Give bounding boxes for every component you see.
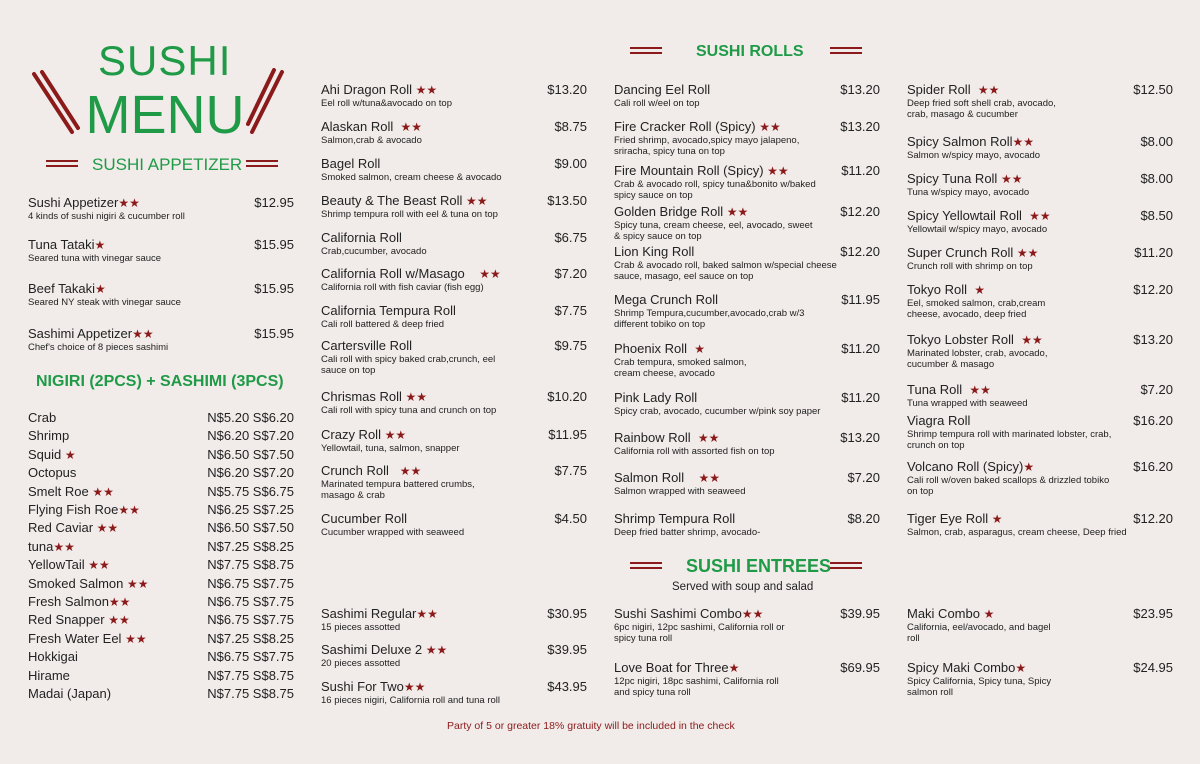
menu-item [614,511,880,538]
item-name: Hokkigai [28,649,78,665]
item-name: Red Caviar [28,520,94,536]
item-price: N$6.75 S$7.75 [207,649,294,665]
list-item [28,649,294,665]
menu-item [321,679,587,706]
rolls-column-1 [321,82,587,552]
item-desc: Marinated lobster, crab, avocado, cucumber & masago [907,348,1048,370]
star-icon: ★★ [726,205,749,219]
item-desc: 16 pieces nigiri, California roll and tuna roll [321,695,501,706]
item-price: N$6.25 S$7.25 [207,502,294,517]
item-desc: Fried shrimp, avocado,spicy mayo jalapeno, sriracha, spicy tuna on top [614,135,800,157]
item-name: Cucumber Roll [321,511,407,526]
chopsticks-left-icon [30,70,80,136]
item-name: Fresh Salmon [28,594,109,609]
item-price: $6.75 [554,230,587,245]
item-name: Crab [28,410,57,425]
item-price: $39.95 [840,606,880,621]
entrees-column-3 [907,606,1173,706]
item-price: $43.95 [547,679,587,694]
item-name: Tokyo Lobster Roll [907,332,1014,347]
item-price: $10.20 [547,389,587,404]
item-price: $7.20 [554,266,587,281]
item-name: Pink Lady Roll [614,390,698,405]
item-price: $8.75 [554,119,587,134]
chopsticks-right-icon [246,68,286,136]
nigiri-list [28,410,294,710]
item-name: Beauty & The Beast Roll [321,193,463,208]
menu-item [907,413,1173,451]
item-price: $9.00 [554,156,587,171]
item-desc: Spicy California, Spicy tuna, Spicy salmon roll [907,676,1052,698]
item-name: Smoked Salmon [28,575,124,591]
entrees-column-1 [321,606,587,716]
menu-item [907,606,1173,644]
item-price: N$6.20 S$7.20 [207,465,294,481]
item-desc: Spicy tuna, cream cheese, eel, avocado, sweet & spicy sauce on top [614,220,813,242]
item-name: Volcano Roll (Spicy) [907,459,1024,474]
item-desc: California roll with assorted fish on top [614,446,775,457]
item-name: Hirame [28,667,70,683]
item-name: Salmon Roll [614,470,685,485]
item-price: N$7.25 S$8.25 [207,630,294,646]
item-name: tuna [28,538,54,554]
item-name: Mega Crunch Roll [614,292,719,307]
item-price: N$7.25 S$8.25 [207,538,294,554]
menu-item [321,463,587,501]
item-price: $7.20 [1140,382,1173,397]
item-price: $7.75 [554,303,587,318]
item-price: $12.50 [1133,82,1173,97]
menu-item [907,208,1173,235]
item-desc: Salmon wrapped with seaweed [614,486,746,497]
menu-item [907,459,1173,497]
item-price: $13.50 [547,193,587,208]
star-icon: ★★ [400,120,423,134]
item-name: Sashimi Regular [321,606,417,621]
item-price: $13.20 [547,82,587,97]
star-icon: ★★ [118,503,140,517]
item-price: N$6.75 S$7.75 [207,594,294,609]
item-name: Spicy Yellowtail Roll [907,208,1022,223]
menu-item [614,341,880,379]
nigiri-heading: NIGIRI (2PCS) + SASHIMI (3PCS) [36,373,284,390]
star-icon: ★★ [479,267,501,281]
menu-item [321,303,587,330]
menu-item [321,606,587,633]
menu-item [907,332,1173,370]
list-item [28,447,294,463]
item-desc: Eel roll w/tuna&avocado on top [321,98,452,109]
star-icon: ★★ [1000,172,1023,186]
star-icon: ★ [974,283,985,297]
chopsticks-small-icon [44,158,80,170]
item-price: N$6.50 S$7.50 [207,446,294,462]
item-desc: Cali roll with spicy tuna and crunch on top [321,405,497,416]
star-icon: ★★ [1029,209,1051,223]
list-item [28,465,294,481]
item-name: Phoenix Roll [614,341,687,356]
appetizer-heading: SUSHI APPETIZER [92,155,243,174]
item-name: Tuna Tataki [28,237,95,252]
item-desc: Salmon w/spicy mayo, avocado [907,150,1041,161]
item-name: Cartersville Roll [321,338,413,353]
gratuity-note: Party of 5 or greater 18% gratuity will be included in the check [447,720,735,732]
item-desc: Tuna wrapped with seaweed [907,398,1028,409]
item-desc: Crab & avocado roll, spicy tuna&bonito w/baked spicy sauce on top [614,179,816,201]
item-desc: Salmon,crab & avocado [321,135,422,146]
star-icon: ★★ [88,558,110,573]
item-price: $7.20 [847,470,880,485]
item-desc: California, eel/avocado, and bagel roll [907,622,1051,644]
menu-item [321,389,587,416]
menu-item [321,511,587,538]
menu-item [614,204,880,242]
item-name: Golden Bridge Roll [614,204,724,219]
item-desc: Spicy crab, avocado, cucumber w/pink soy paper [614,406,821,417]
item-price: $15.95 [254,281,294,296]
item-desc: Seared NY steak with vinegar sauce [28,297,181,308]
star-icon: ★★ [1016,246,1039,260]
item-name: Sashimi Deluxe 2 [321,642,423,657]
item-name: Squid [28,446,62,462]
item-name: Spicy Tuna Roll [907,171,998,186]
item-price: $9.75 [554,338,587,353]
item-name: YellowTail [28,557,85,573]
entrees-heading: SUSHI ENTREES [686,556,832,576]
item-name: Dancing Eel Roll [614,82,711,97]
item-price: $11.95 [841,292,880,307]
menu-item [321,642,587,669]
rolls-column-2 [614,82,880,542]
item-desc: Eel, smoked salmon, crab,cream cheese, avocado, deep fried [907,298,1046,320]
item-name: Lion King Roll [614,244,695,259]
item-desc: Marinated tempura battered crumbs, masago & crab [321,479,475,501]
star-icon: ★★ [759,120,781,134]
item-desc: Crab & avocado roll, baked salmon w/special cheese sauce, masago, eel sauce on top [614,260,837,282]
list-item [28,539,294,555]
menu-item [907,660,1173,698]
item-desc: 20 pieces assotted [321,658,401,669]
item-desc: Salmon, crab, asparagus, cream cheese, Deep fried [907,527,1127,538]
star-icon: ★★ [1012,135,1035,149]
item-desc: Cali roll battered & deep fried [321,319,445,330]
item-price: $4.50 [554,511,587,526]
star-icon: ★ [694,342,705,356]
menu-item [907,511,1173,538]
star-icon: ★★ [425,643,448,657]
item-desc: Shrimp Tempura,cucumber,avocado,crab w/3 different tobiko on top [614,308,805,330]
item-name: Bagel Roll [321,156,381,171]
menu-item [907,382,1173,409]
item-name: Viagra Roll [907,413,971,428]
appetizer-item [28,195,294,222]
item-name: Love Boat for Three [614,660,729,675]
item-name: Smelt Roe [28,483,89,499]
menu-item [614,244,880,282]
star-icon: ★★ [466,194,488,208]
item-name: Tuna Roll [907,382,963,397]
item-price: N$6.50 S$7.50 [207,520,294,536]
item-price: N$5.75 S$6.75 [207,483,294,499]
star-icon: ★ [1015,661,1027,675]
item-desc: Yellowtail, tuna, salmon, snapper [321,443,460,454]
star-icon: ★★ [92,484,114,499]
appetizer-item [28,237,294,264]
star-icon: ★★ [108,613,130,628]
list-item [28,502,294,518]
item-desc: 6pc nigiri, 12pc sashimi, California roll or spicy tuna roll [614,622,785,644]
item-name: Beef Takaki [28,281,95,296]
list-item [28,557,294,573]
item-price: $15.95 [254,237,294,252]
item-name: Sushi For Two [321,679,404,694]
item-name: Tiger Eye Roll [907,511,989,526]
menu-item [614,470,880,497]
item-price: N$7.75 S$8.75 [207,686,294,701]
item-desc: Cali roll w/oven baked scallops & drizzled tobiko on top [907,475,1110,497]
item-name: Octopus [28,465,77,481]
item-desc: Shrimp tempura roll with marinated lobster, crab, crunch on top [907,429,1112,451]
item-price: $8.00 [1140,171,1173,186]
item-name: Madai (Japan) [28,686,112,701]
item-price: $13.20 [840,430,880,445]
item-price: N$6.75 S$7.75 [207,575,294,591]
item-price: N$7.75 S$8.75 [207,667,294,683]
rolls-heading: SUSHI ROLLS [696,43,804,60]
chopsticks-small-icon [828,45,864,57]
item-desc: 15 pieces assotted [321,622,401,633]
menu-item [907,245,1173,272]
item-name: Rainbow Roll [614,430,691,445]
star-icon: ★★ [741,607,764,621]
menu-item [614,82,880,109]
rolls-column-3 [907,82,1173,542]
menu-item [907,82,1173,120]
item-desc: Shrimp tempura roll with eel & tuna on top [321,209,498,220]
star-icon: ★★ [697,431,720,445]
star-icon: ★★ [125,631,147,646]
item-price: $15.95 [254,326,294,341]
item-desc: 12pc nigiri, 18pc sashimi, California roll and spicy tuna roll [614,676,779,698]
item-price: $30.95 [547,606,587,621]
item-desc: Tuna w/spicy mayo, avocado [907,187,1030,198]
item-desc: Cali roll with spicy baked crab,crunch, eel sauce on top [321,354,496,376]
menu-item [907,282,1173,320]
menu-item [614,430,880,457]
item-name: California Tempura Roll [321,303,456,318]
item-name: Chrismas Roll [321,389,402,404]
item-name: Spicy Salmon Roll [907,134,1013,149]
menu-item [321,230,587,257]
item-name: Flying Fish Roe [28,502,119,517]
list-item [28,484,294,500]
item-name: Sushi Appetizer [28,195,119,210]
list-item [28,612,294,628]
star-icon: ★★ [118,196,140,210]
item-price: $16.20 [1133,459,1173,474]
item-price: $13.20 [840,82,880,97]
item-price: $11.95 [548,427,587,442]
item-price: $8.00 [1140,134,1173,149]
item-name: Crazy Roll [321,427,381,442]
item-price: N$5.20 S$6.20 [207,410,294,425]
appetizer-item [28,281,294,308]
item-desc: Crunch roll with shrimp on top [907,261,1033,272]
item-desc: Deep fried soft shell crab, avocado, crab, masago & cucumber [907,98,1056,120]
menu-item [907,134,1173,161]
list-item [28,520,294,536]
star-icon: ★★ [415,83,438,97]
item-name: California Roll w/Masago [321,266,465,281]
star-icon: ★★ [403,680,426,694]
star-icon: ★ [983,607,995,621]
item-desc: 4 kinds of sushi nigiri & cucumber roll [28,211,185,222]
item-price: $12.20 [840,244,880,259]
star-icon: ★★ [108,595,131,609]
appetizer-item [28,326,294,353]
star-icon: ★★ [405,390,428,404]
item-desc: Cucumber wrapped with seaweed [321,527,465,538]
item-name: Spicy Maki Combo [907,660,1016,675]
entrees-subheading: Served with soup and salad [672,581,814,593]
star-icon: ★★ [53,539,75,554]
list-item [28,668,294,684]
menu-item [321,82,587,109]
item-price: $11.20 [841,390,880,405]
item-name: California Roll [321,230,402,245]
star-icon: ★★ [96,521,119,536]
star-icon: ★ [94,238,106,252]
item-desc: Crab,cucumber, avocado [321,246,427,257]
item-price: $12.20 [1133,511,1173,526]
entrees-column-2 [614,606,880,706]
star-icon: ★★ [1021,333,1043,347]
star-icon: ★ [1023,460,1035,474]
item-name: Fire Mountain Roll (Spicy) [614,163,764,178]
menu-item [614,390,880,417]
chopsticks-small-icon [828,560,864,572]
item-price: $12.20 [1133,282,1173,297]
item-name: Sushi Sashimi Combo [614,606,742,621]
star-icon: ★★ [698,471,721,485]
item-price: N$7.75 S$8.75 [207,557,294,573]
list-item [28,594,294,610]
item-name: Red Snapper [28,612,105,628]
list-item [28,631,294,647]
list-item [28,428,294,444]
item-price: $8.50 [1140,208,1173,223]
star-icon: ★★ [416,607,438,621]
menu-item [614,606,880,644]
star-icon: ★★ [977,83,1000,97]
star-icon: ★ [728,661,740,675]
item-price: $39.95 [547,642,587,657]
item-name: Fresh Water Eel [28,630,122,646]
item-price: $16.20 [1133,413,1173,428]
item-price: $11.20 [841,163,880,178]
item-name: Spider Roll [907,82,971,97]
star-icon: ★★ [127,576,149,591]
menu-item [614,292,880,330]
item-name: Shrimp Tempura Roll [614,511,736,526]
item-price: $8.20 [847,511,880,526]
item-price: $12.20 [840,204,880,219]
star-icon: ★ [991,512,1003,526]
menu-title-line2: MENU [85,85,245,145]
item-price: N$6.75 S$7.75 [207,612,294,628]
menu-item [321,427,587,454]
star-icon: ★★ [132,327,154,341]
item-price: $11.20 [841,341,880,356]
item-desc: Deep fried batter shrimp, avocado- [614,527,761,538]
list-item [28,686,294,702]
list-item [28,410,294,426]
list-item [28,576,294,592]
item-desc: Cali roll w/eel on top [614,98,700,109]
item-price: $69.95 [840,660,880,675]
item-name: Maki Combo [907,606,980,621]
item-desc: Chef's choice of 8 pieces sashimi [28,342,169,353]
item-price: $11.20 [1134,245,1173,260]
star-icon: ★ [94,282,106,296]
item-price: $23.95 [1133,606,1173,621]
menu-item [321,193,587,220]
star-icon: ★★ [767,164,789,178]
item-price: $12.95 [254,195,294,210]
item-price: N$6.20 S$7.20 [207,428,294,444]
item-desc: Smoked salmon, cream cheese & avocado [321,172,502,183]
item-desc: Seared tuna with vinegar sauce [28,253,162,264]
star-icon: ★ [64,447,76,462]
item-price: $13.20 [1133,332,1173,347]
item-desc: California roll with fish caviar (fish egg) [321,282,484,293]
item-name: Tokyo Roll [907,282,967,297]
item-name: Ahi Dragon Roll [321,82,413,97]
menu-item [614,660,880,698]
item-price: $13.20 [840,119,880,134]
menu-item [907,171,1173,198]
item-name: Shrimp [28,428,70,444]
item-desc: Crab tempura, smoked salmon, cream cheese, avocado [614,357,747,379]
chopsticks-small-icon [628,560,664,572]
item-name: Alaskan Roll [321,119,394,134]
menu-item [614,163,880,201]
menu-item [321,119,587,146]
item-name: Sashimi Appetizer [28,326,133,341]
chopsticks-small-icon [244,158,280,170]
item-name: Crunch Roll [321,463,389,478]
menu-item [321,156,587,183]
chopsticks-small-icon [628,45,664,57]
star-icon: ★★ [384,428,407,442]
menu-item [321,266,587,293]
item-desc: Yellowtail w/spicy mayo, avocado [907,224,1048,235]
item-price: $24.95 [1133,660,1173,675]
star-icon: ★★ [969,383,991,397]
menu-title-line1: SUSHI [98,37,232,84]
star-icon: ★★ [399,464,422,478]
item-name: Fire Cracker Roll (Spicy) [614,119,756,134]
menu-item [321,338,587,376]
item-name: Super Crunch Roll [907,245,1014,260]
item-price: $7.75 [554,463,587,478]
menu-item [614,119,880,157]
